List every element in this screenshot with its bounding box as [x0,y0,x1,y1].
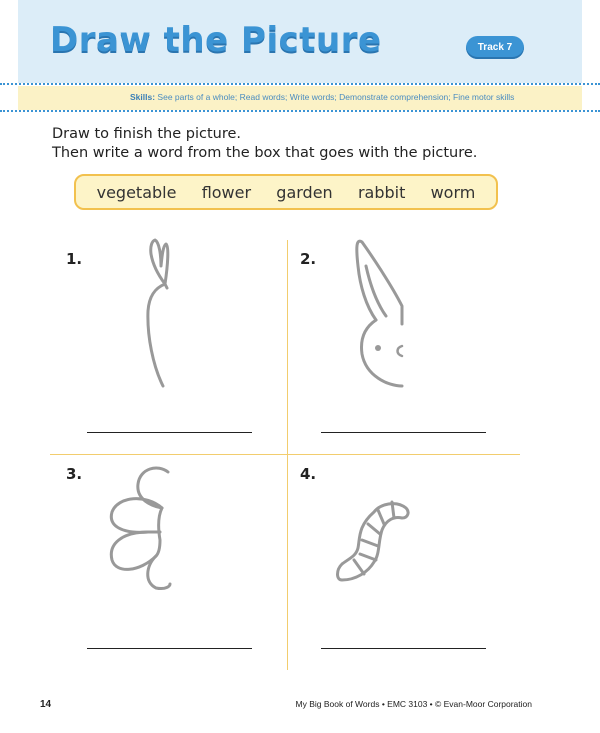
instruction-line-1: Draw to finish the picture. [52,126,242,142]
word-worm: worm [430,182,476,202]
worm-half-drawing[interactable] [334,498,414,584]
answer-line-4[interactable] [321,648,486,649]
answer-line-2[interactable] [321,432,486,433]
word-flower: flower [201,182,252,202]
item-4-number: 4. [300,465,317,483]
page-number: 14 [40,699,52,710]
word-rabbit: rabbit [357,182,406,202]
quadrant-divider-vertical [287,240,288,670]
quadrant-divider-horizontal [50,454,520,455]
track-badge[interactable]: Track 7 [466,36,524,59]
dotted-divider-top [0,83,600,85]
word-vegetable: vegetable [96,182,177,202]
instructions [52,125,477,163]
dotted-divider-bottom [0,110,600,112]
skills-line [130,92,514,102]
answer-line-3[interactable] [87,648,252,649]
answer-line-1[interactable] [87,432,252,433]
skills-label: Skills: [130,92,156,102]
carrot-half-drawing[interactable] [135,236,185,396]
skills-text: See parts of a whole; Read words; Write words; Demonstrate comprehension; Fine motor skills [157,92,515,102]
rabbit-half-drawing[interactable] [352,236,412,394]
footer-credit: My Big Book of Words • EMC 3103 • © Evan-Moor Corporation [295,699,532,709]
word-garden: garden [276,182,333,202]
item-3-number: 3. [66,465,83,483]
word-box [74,174,498,210]
item-2-number: 2. [300,250,317,268]
item-1-number: 1. [66,250,83,268]
instruction-line-2: Then write a word from the box that goes with the picture. [52,145,478,161]
page-title: Draw the Picture [50,20,382,60]
flower-half-drawing[interactable] [104,466,174,592]
